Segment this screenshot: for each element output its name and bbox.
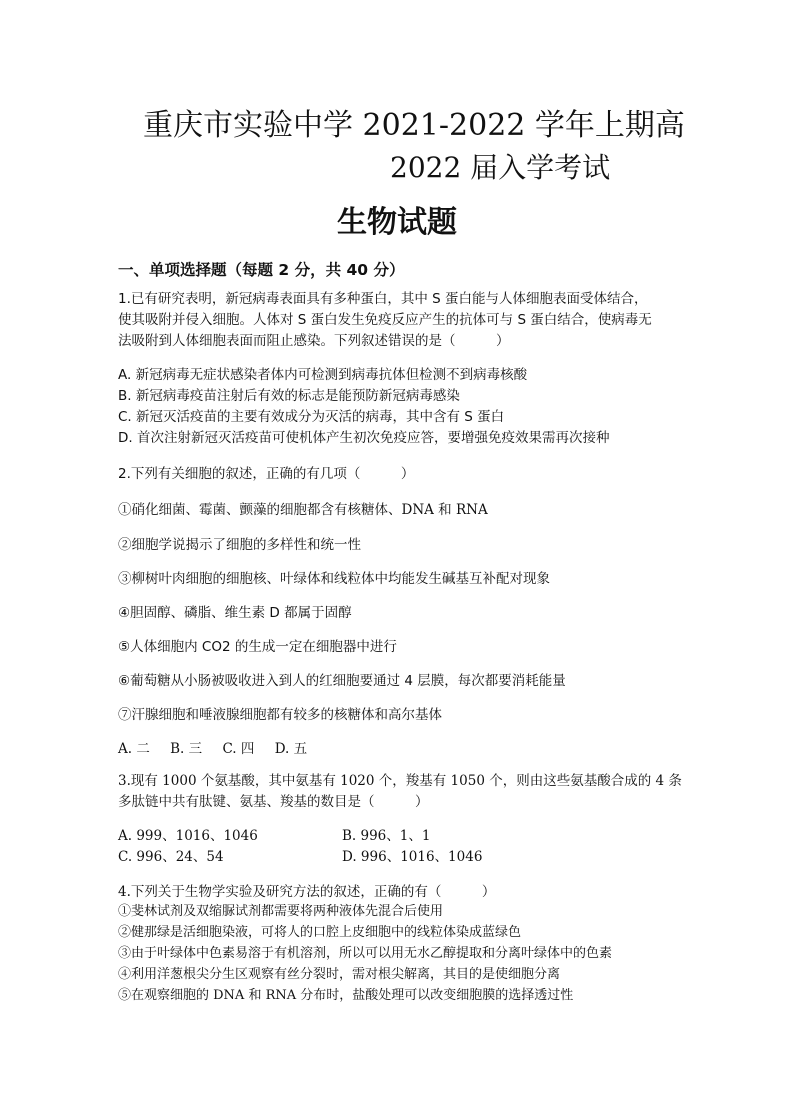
question-4-statement-4: ④利用洋葱根尖分生区观察有丝分裂时，需对根尖解离，其目的是使细胞分离 xyxy=(118,967,561,982)
question-2-statement-3: ③柳树叶肉细胞的细胞核、叶绿体和线粒体中均能发生碱基互补配对现象 xyxy=(118,571,550,587)
question-1-option-c: C. 新冠灭活疫苗的主要有效成分为灭活的病毒，其中含有 S 蛋白 xyxy=(118,409,505,425)
question-4-statement-2: ②健那绿是活细胞染液，可将人的口腔上皮细胞中的线粒体染成蓝绿色 xyxy=(118,925,522,940)
question-2-option-a: A. 二 xyxy=(118,741,150,757)
question-4-statement-3: ③由于叶绿体中色素易溶于有机溶剂，所以可以用无水乙醇提取和分离叶绿体中的色素 xyxy=(118,946,613,961)
question-1-option-d: D. 首次注射新冠灭活疫苗可使机体产生初次免疫应答，要增强免疫效果需再次接种 xyxy=(118,430,610,446)
question-3-stem xyxy=(118,771,682,813)
question-1-stem-line: 使其吸附并侵入细胞。人体对 S 蛋白发生免疫反应产生的抗体可与 S 蛋白结合，使病毒无 xyxy=(118,312,652,328)
question-1-option-a: A. 新冠病毒无症状感染者体内可检测到病毒抗体但检测不到病毒核酸 xyxy=(118,367,528,383)
question-2-stem: 2.下列有关细胞的叙述，正确的有几项（ ） xyxy=(118,466,415,482)
question-4-statement-5: ⑤在观察细胞的 DNA 和 RNA 分布时，盐酸处理可以改变细胞膜的选择透过性 xyxy=(118,988,574,1003)
question-1-stem-line: 1.已有研究表明，新冠病毒表面具有多种蛋白，其中 S 蛋白能与人体细胞表面受体结合， xyxy=(118,291,648,307)
question-2-statement-5: ⑤人体细胞内 CO2 的生成一定在细胞器中进行 xyxy=(118,639,397,655)
question-3-options xyxy=(118,826,678,868)
question-3-option-d: D. 996、1016、1046 xyxy=(342,849,483,865)
question-2-statement-2: ②细胞学说揭示了细胞的多样性和统一性 xyxy=(118,537,361,553)
question-2-statement-7: ⑦汗腺细胞和唾液腺细胞都有较多的核糖体和高尔基体 xyxy=(118,707,442,723)
section-heading: 一、单项选择题（每题 2 分，共 40 分） xyxy=(118,261,405,279)
question-2-option-c: C. 四 xyxy=(222,741,255,757)
question-2-statement-4: ④胆固醇、磷脂、维生素 D 都属于固醇 xyxy=(118,605,352,621)
question-4-statement-1: ①斐林试剂及双缩脲试剂都需要将两种液体先混合后使用 xyxy=(118,904,444,919)
question-2-option-d: D. 五 xyxy=(274,741,308,757)
exam-title-line2: 2022 届入学考试 xyxy=(390,151,611,184)
question-4-stem: 4.下列关于生物学实验及研究方法的叙述，正确的有（ ） xyxy=(118,884,496,900)
subject-title: 生物试题 xyxy=(337,205,457,240)
question-2-option-b: B. 三 xyxy=(170,741,203,757)
question-3-option-c: C. 996、24、54 xyxy=(118,849,224,865)
question-3-stem-line: 3.现有 1000 个氨基酸，其中氨基有 1020 个，羧基有 1050 个，则由这些氨基酸合成的 4 条 xyxy=(118,773,682,789)
exam-title-line1: 重庆市实验中学 2021-2022 学年上期高 xyxy=(143,108,685,143)
question-1-stem-line: 法吸附到人体细胞表面而阻止感染。下列叙述错误的是（ ） xyxy=(118,333,510,349)
question-3-option-a: A. 999、1016、1046 xyxy=(118,828,258,844)
question-1-stem xyxy=(118,289,652,352)
question-1-options xyxy=(118,365,609,449)
question-3-stem-line: 多肽链中共有肽键、氨基、羧基的数目是（ ） xyxy=(118,794,429,810)
question-2-answers xyxy=(118,737,323,757)
question-3-option-b: B. 996、1、1 xyxy=(342,828,431,844)
question-2-statement-1: ①硝化细菌、霉菌、颤藻的细胞都含有核糖体、DNA 和 RNA xyxy=(118,502,488,518)
question-2-statement-6: ⑥葡萄糖从小肠被吸收进入到人的红细胞要通过 4 层膜，每次都要消耗能量 xyxy=(118,673,566,689)
question-1-option-b: B. 新冠病毒疫苗注射后有效的标志是能预防新冠病毒感染 xyxy=(118,388,460,404)
question-4-statements xyxy=(118,901,612,1006)
